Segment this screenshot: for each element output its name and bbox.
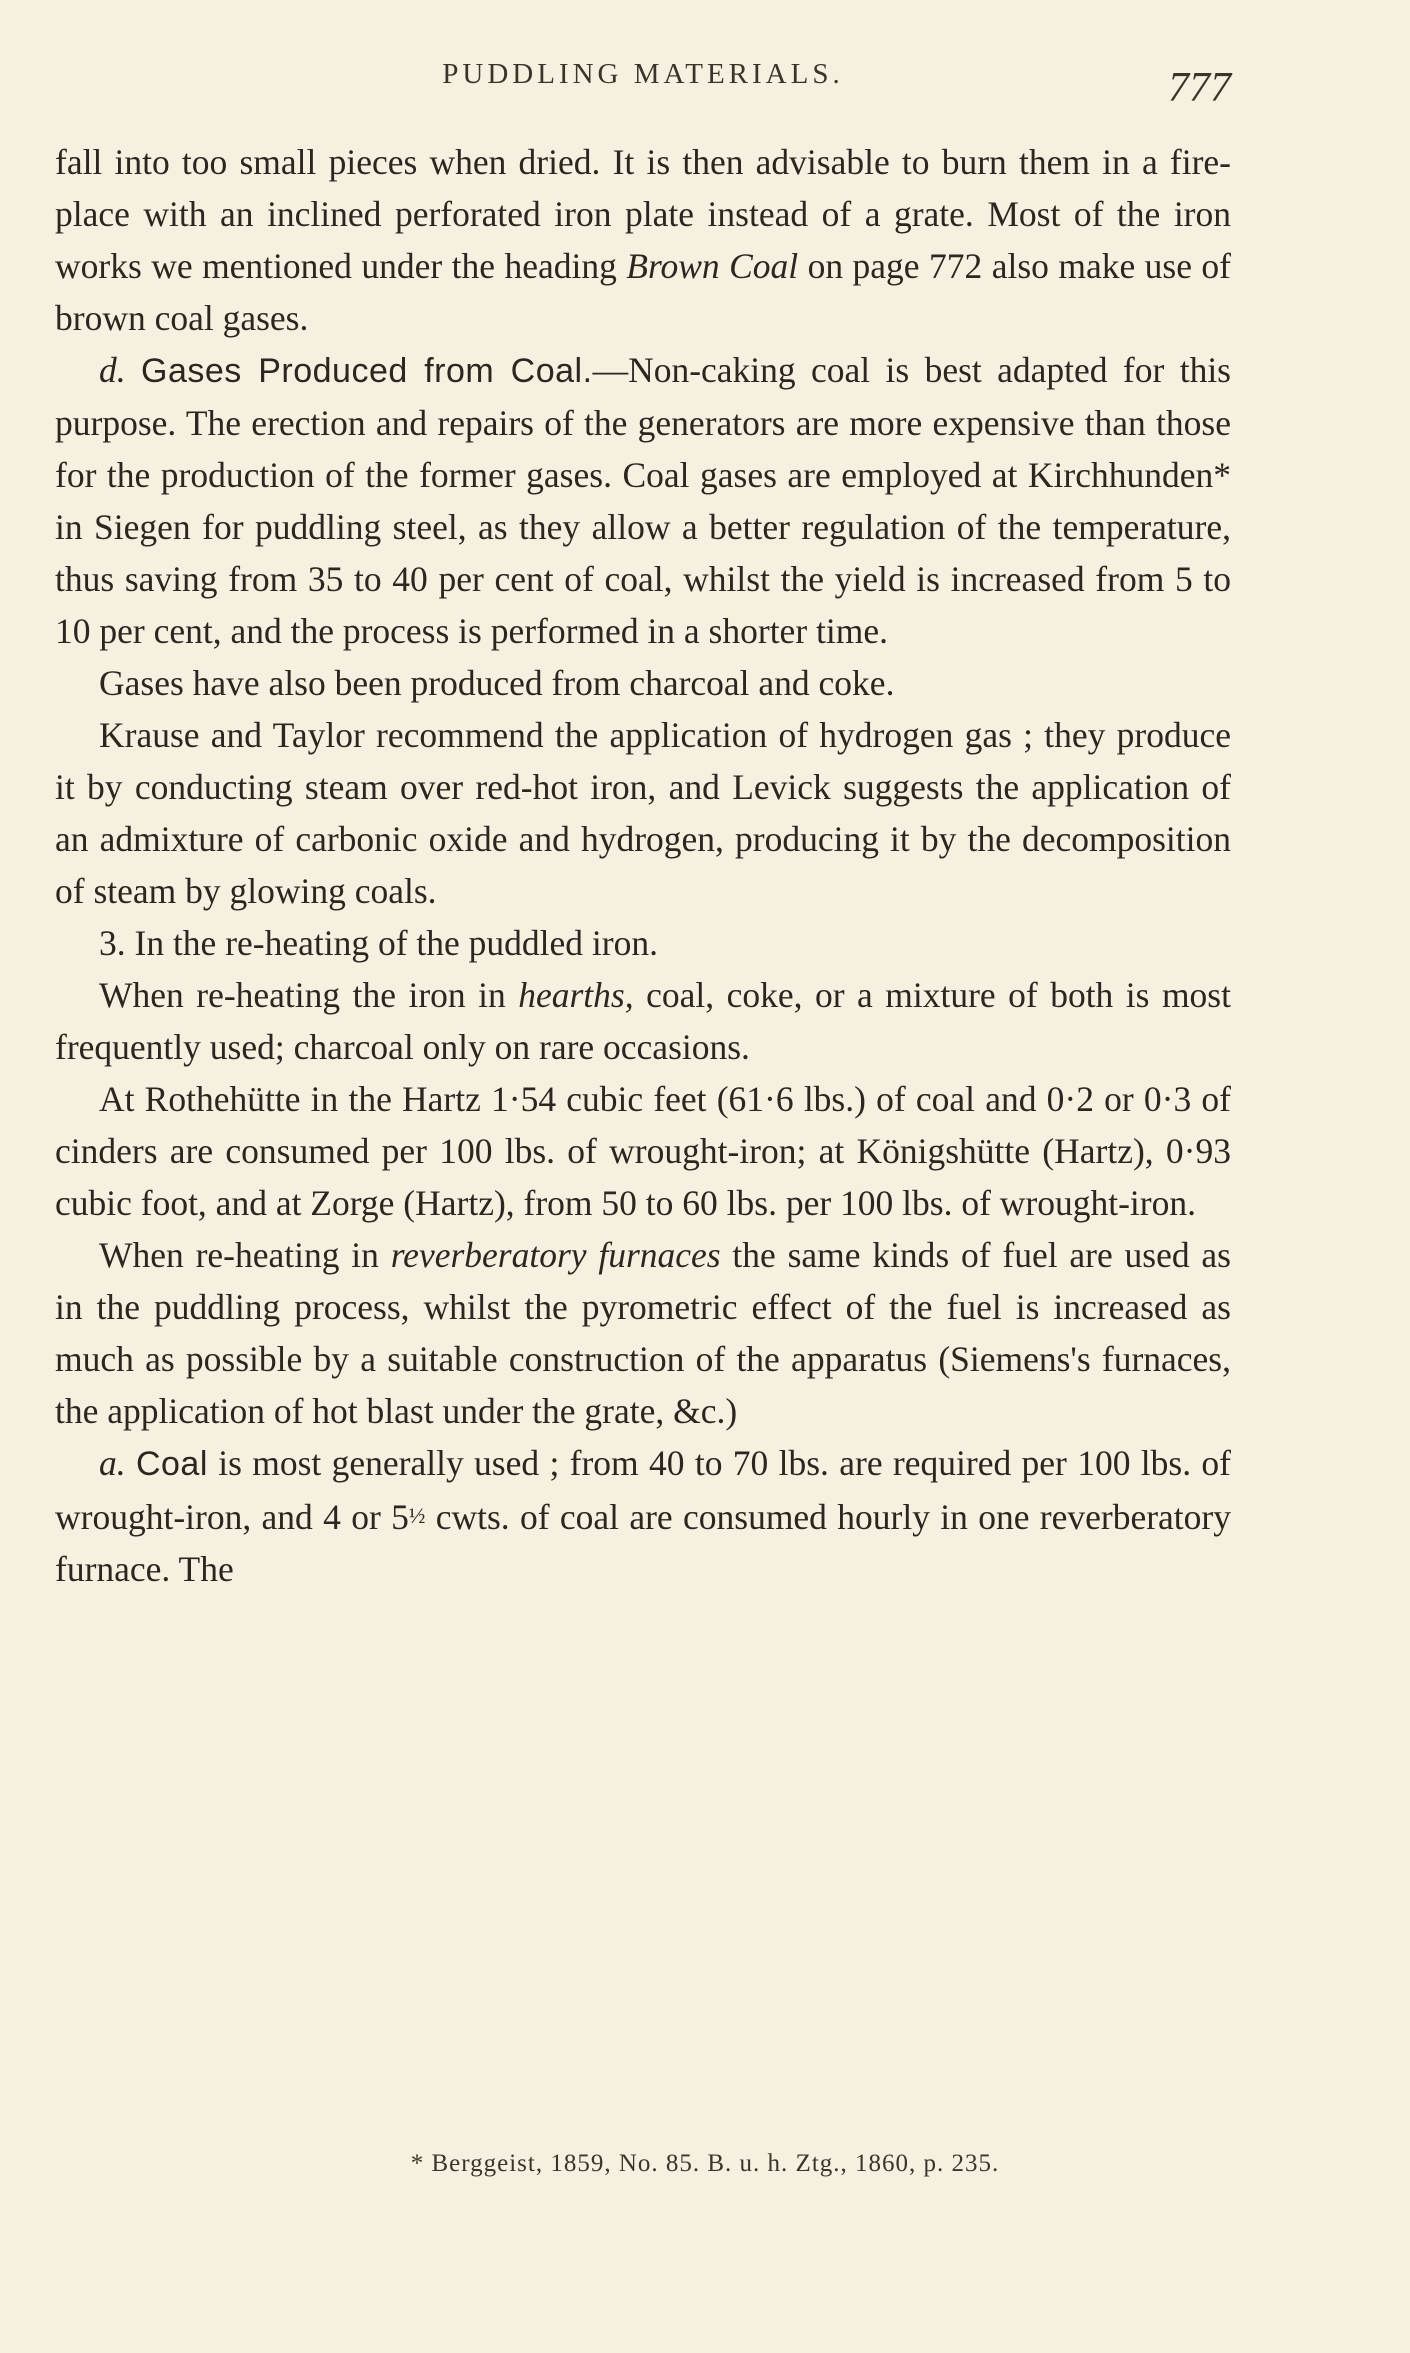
footnote: * Berggeist, 1859, No. 85. B. u. h. Ztg., 1860, p. 235. (410, 2150, 1000, 2177)
paragraph: Gases have also been produced from charcoal and coke. (99, 663, 895, 703)
paragraph-coal: a. Coal is most generally used ; from 40 to 70 lbs. are required per 100 lbs. of wrought-iron, and 4 or 5½ cwts. of coal are consumed hourly in one reverberatory furnace. The (55, 1443, 1232, 1589)
paragraph: When re-heating the iron in hearths, coal, coke, or a mixture of both is most frequently used; charcoal only on rare occasions. (55, 975, 1231, 1067)
section-heading: Coal (135, 1445, 208, 1483)
paragraph: When re-heating in reverberatory furnaces the same kinds of fuel are used as in the puddling process, whilst the pyrometric effect of the fuel is increased as much as possible by a suitable construction of the apparatus (Siemens's furnaces, the application of hot blast under the grate, &c.) (55, 1235, 1232, 1431)
paragraph-gases-from-coal: d. Gases Produced from Coal.—Non-caking coal is best adapted for this purpose. The erection and repairs of the generators are more expensive than those for the production of the former gases. Coal gases are employed at Kirchhunden* in Siegen for puddling steel, as they allow a better regulation of the temperature, thus saving from 35 to 40 per cent of coal, whilst the yield is increased from 5 to 10 per cent, and the process is performed in a shorter time. (55, 350, 1231, 651)
body-text (55, 136, 1231, 1595)
section-heading: Gases Produced from Coal. (141, 352, 593, 390)
paragraph: fall into too small pieces when dried. It is then advisable to burn them in a fire-place with an inclined perforated iron plate instead of a grate. Most of the iron works we mentioned under the heading Brown Coal on page 772 also make use of brown coal gases. (55, 142, 1231, 338)
page-number: 777 (1168, 65, 1231, 111)
paragraph: 3. In the re-heating of the puddled iron. (99, 923, 658, 963)
page-header (55, 58, 1231, 118)
running-head: PUDDLING MATERIALS. (442, 58, 844, 90)
paragraph: At Rothehütte in the Hartz 1·54 cubic feet (61·6 lbs.) of coal and 0·2 or 0·3 of cinders are consumed per 100 lbs. of wrought-iron; at Königshütte (Hartz), 0·93 cubic foot, and at Zorge (Hartz), from 50 to 60 lbs. per 100 lbs. of wrought-iron. (55, 1079, 1231, 1223)
paragraph: Krause and Taylor recommend the application of hydrogen gas ; they produce it by conducting steam over red-hot iron, and Levick suggests the application of an admixture of carbonic oxide and hydrogen, producing it by the decomposition of steam by glowing coals. (55, 715, 1231, 911)
